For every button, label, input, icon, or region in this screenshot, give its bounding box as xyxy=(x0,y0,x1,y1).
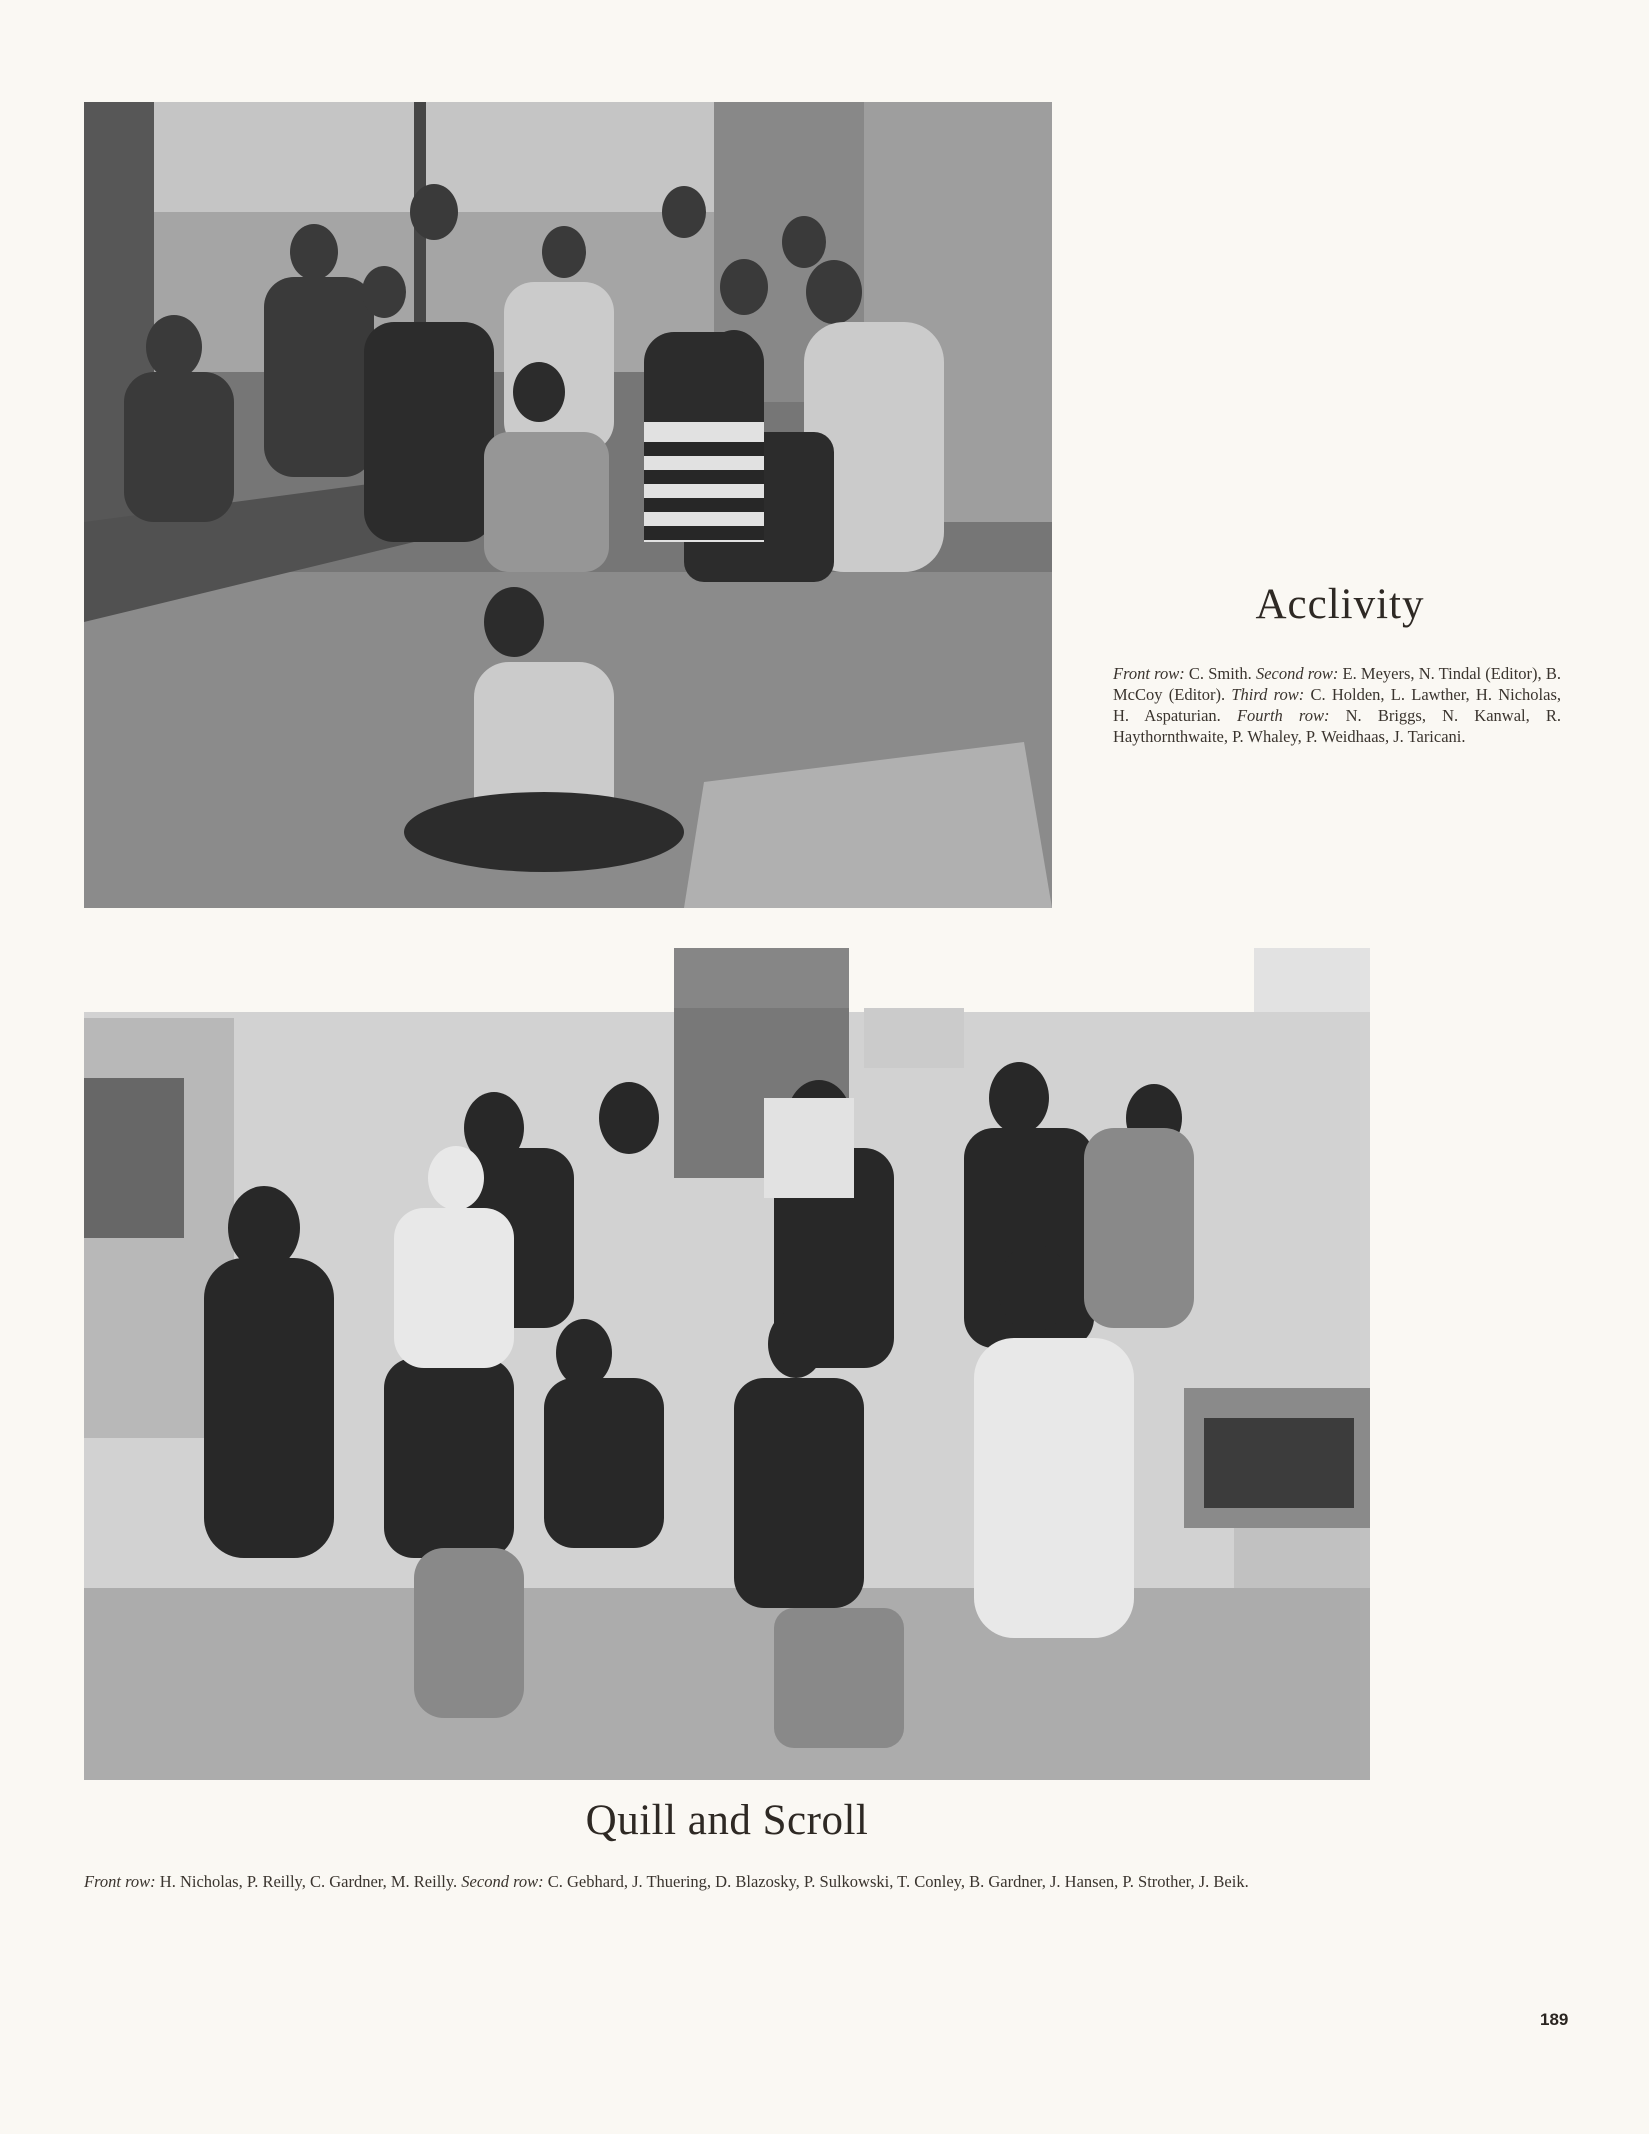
caption-row-names: C. Gebhard, J. Thuering, D. Blazosky, P. Sulkowski, T. Conley, B. Gardner, J. Hansen, P. Strother, J. Beik. xyxy=(543,1872,1249,1891)
acclivity-group-photo xyxy=(84,102,1052,908)
caption-row-label: Third row: xyxy=(1231,685,1305,704)
quill-and-scroll-group-photo xyxy=(84,948,1370,1780)
caption-row-label: Second row: xyxy=(461,1872,544,1891)
caption-row-label: Front row: xyxy=(84,1872,156,1891)
caption-row-names: N. Briggs, N. Kanwal, R. Haythornthwaite, P. Whaley, P. Weidhaas, J. Taricani. xyxy=(1113,706,1562,746)
caption-row-label: Second row: xyxy=(1255,664,1339,683)
caption-row-names: H. Nicholas, P. Reilly, C. Gardner, M. Reilly. xyxy=(155,1872,462,1891)
acclivity-title: Acclivity xyxy=(1255,581,1425,628)
acclivity-caption xyxy=(1113,663,1561,747)
quill-and-scroll-caption xyxy=(84,1870,1370,1893)
caption-row-names: C. Holden, L. Lawther, H. Nicholas, H. Aspaturian. xyxy=(1113,685,1561,725)
page-number: 189 xyxy=(1540,2010,1569,2029)
caption-row-names: E. Meyers, N. Tindal (Editor), B. McCoy (Editor). xyxy=(1113,664,1561,704)
quill-and-scroll-title: Quill and Scroll xyxy=(585,1797,869,1844)
caption-row-label: Front row: xyxy=(1113,664,1185,683)
caption-row-label: Fourth row: xyxy=(1236,706,1330,725)
caption-row-names: C. Smith. xyxy=(1184,664,1256,683)
